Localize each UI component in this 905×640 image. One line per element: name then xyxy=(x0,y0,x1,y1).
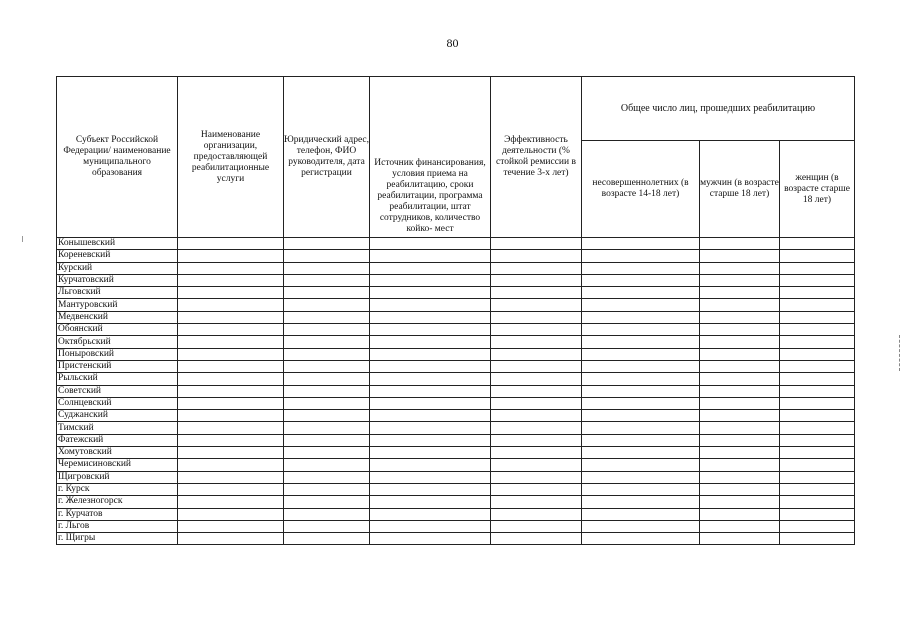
table-cell xyxy=(780,471,855,483)
table-cell xyxy=(700,287,780,299)
table-cell xyxy=(178,348,284,360)
table-cell xyxy=(700,533,780,545)
table-row xyxy=(57,471,855,483)
table-cell xyxy=(700,385,780,397)
table-cell xyxy=(700,299,780,311)
table-cell xyxy=(582,250,700,262)
table-cell xyxy=(582,348,700,360)
scan-mark-left xyxy=(22,236,23,242)
table-cell xyxy=(582,496,700,508)
table-cell xyxy=(178,483,284,495)
row-municipality-name: Фатежский xyxy=(57,434,178,446)
table-cell xyxy=(370,397,491,409)
header-org-name: Наименование организации, предоставляющей реабилитационные услуги xyxy=(178,77,284,238)
table-cell xyxy=(700,496,780,508)
table-cell xyxy=(284,262,370,274)
table-cell xyxy=(370,410,491,422)
table-cell xyxy=(780,299,855,311)
table-cell xyxy=(700,422,780,434)
rehab-table-container xyxy=(56,76,855,545)
table-cell xyxy=(370,348,491,360)
table-row xyxy=(57,360,855,372)
row-municipality-name: г. Железногорск xyxy=(57,496,178,508)
header-address: Юридический адрес, телефон, ФИО руководителя, дата регистрации xyxy=(284,77,370,238)
table-cell xyxy=(780,274,855,286)
table-row xyxy=(57,262,855,274)
table-row xyxy=(57,422,855,434)
table-row xyxy=(57,459,855,471)
table-cell xyxy=(700,274,780,286)
table-cell xyxy=(582,483,700,495)
row-municipality-name: Суджанский xyxy=(57,410,178,422)
table-cell xyxy=(780,385,855,397)
table-cell xyxy=(178,262,284,274)
table-cell xyxy=(284,508,370,520)
table-cell xyxy=(491,385,582,397)
table-cell xyxy=(491,274,582,286)
table-row xyxy=(57,311,855,323)
table-cell xyxy=(582,336,700,348)
row-municipality-name: Советский xyxy=(57,385,178,397)
table-cell xyxy=(780,520,855,532)
header-efficiency: Эффективность деятельности (% стойкой ремиссии в течение 3-х лет) xyxy=(491,77,582,238)
table-cell xyxy=(582,508,700,520)
table-cell xyxy=(780,287,855,299)
table-cell xyxy=(780,262,855,274)
table-cell xyxy=(178,311,284,323)
table-cell xyxy=(284,336,370,348)
table-row xyxy=(57,250,855,262)
row-municipality-name: Обоянский xyxy=(57,324,178,336)
table-cell xyxy=(700,238,780,250)
table-cell xyxy=(700,336,780,348)
table-row xyxy=(57,508,855,520)
table-cell xyxy=(582,520,700,532)
table-cell xyxy=(370,533,491,545)
header-women: женщин (в возрасте старше 18 лет) xyxy=(780,141,855,238)
table-cell xyxy=(780,373,855,385)
table-cell xyxy=(582,238,700,250)
table-cell xyxy=(582,397,700,409)
table-cell xyxy=(700,459,780,471)
table-cell xyxy=(700,434,780,446)
table-cell xyxy=(284,434,370,446)
table-cell xyxy=(780,508,855,520)
table-cell xyxy=(582,471,700,483)
table-cell xyxy=(284,324,370,336)
table-row xyxy=(57,274,855,286)
table-cell xyxy=(370,496,491,508)
row-municipality-name: Кореневский xyxy=(57,250,178,262)
table-cell xyxy=(284,287,370,299)
table-cell xyxy=(284,385,370,397)
table-cell xyxy=(780,496,855,508)
table-cell xyxy=(178,385,284,397)
table-cell xyxy=(370,422,491,434)
table-cell xyxy=(700,447,780,459)
table-row xyxy=(57,397,855,409)
table-row xyxy=(57,336,855,348)
table-cell xyxy=(780,360,855,372)
table-cell xyxy=(178,422,284,434)
table-row xyxy=(57,496,855,508)
page-number: 80 xyxy=(446,36,459,50)
table-cell xyxy=(284,471,370,483)
table-cell xyxy=(370,287,491,299)
table-cell xyxy=(370,238,491,250)
table-cell xyxy=(284,422,370,434)
table-cell xyxy=(284,360,370,372)
table-cell xyxy=(700,397,780,409)
table-cell xyxy=(582,434,700,446)
table-cell xyxy=(370,373,491,385)
table-cell xyxy=(178,508,284,520)
table-cell xyxy=(178,520,284,532)
table-cell xyxy=(700,348,780,360)
row-municipality-name: Октябрьский xyxy=(57,336,178,348)
table-cell xyxy=(491,447,582,459)
table-cell xyxy=(700,311,780,323)
table-cell xyxy=(491,287,582,299)
row-municipality-name: г. Щигры xyxy=(57,533,178,545)
header-source: Источник финансирования, условия приема на реабилитацию, сроки реабилитации, программа реабилитации, штат сотрудников, количество койко- мест xyxy=(370,77,491,238)
table-cell xyxy=(582,385,700,397)
table-cell xyxy=(284,311,370,323)
table-cell xyxy=(582,311,700,323)
table-cell xyxy=(700,410,780,422)
table-cell xyxy=(582,360,700,372)
table-cell xyxy=(491,299,582,311)
table-cell xyxy=(370,434,491,446)
table-cell xyxy=(284,496,370,508)
table-cell xyxy=(491,238,582,250)
table-cell xyxy=(284,520,370,532)
row-municipality-name: г. Курчатов xyxy=(57,508,178,520)
table-cell xyxy=(700,373,780,385)
header-men: мужчин (в возрасте старше 18 лет) xyxy=(700,141,780,238)
table-cell xyxy=(780,397,855,409)
table-cell xyxy=(780,434,855,446)
table-cell xyxy=(780,311,855,323)
row-municipality-name: Солнцевский xyxy=(57,397,178,409)
header-total-group: Общее число лиц, прошедших реабилитацию xyxy=(582,77,855,141)
table-cell xyxy=(178,434,284,446)
table-cell xyxy=(178,287,284,299)
scan-mark-right xyxy=(899,335,901,371)
table-cell xyxy=(700,324,780,336)
table-cell xyxy=(491,508,582,520)
table-cell xyxy=(178,496,284,508)
table-cell xyxy=(370,385,491,397)
table-cell xyxy=(700,483,780,495)
table-cell xyxy=(491,336,582,348)
table-row xyxy=(57,520,855,532)
table-cell xyxy=(178,238,284,250)
table-cell xyxy=(582,299,700,311)
table-cell xyxy=(780,336,855,348)
table-cell xyxy=(370,447,491,459)
table-cell xyxy=(178,360,284,372)
table-cell xyxy=(370,274,491,286)
table-cell xyxy=(284,410,370,422)
row-municipality-name: Щигровский xyxy=(57,471,178,483)
table-cell xyxy=(284,238,370,250)
table-cell xyxy=(370,520,491,532)
table-cell xyxy=(491,471,582,483)
table-cell xyxy=(491,397,582,409)
table-row xyxy=(57,447,855,459)
table-cell xyxy=(780,447,855,459)
table-cell xyxy=(178,299,284,311)
table-cell xyxy=(370,471,491,483)
table-cell xyxy=(582,373,700,385)
row-municipality-name: г. Льгов xyxy=(57,520,178,532)
table-cell xyxy=(582,274,700,286)
table-cell xyxy=(370,262,491,274)
table-cell xyxy=(491,483,582,495)
table-cell xyxy=(780,459,855,471)
row-municipality-name: Хомутовский xyxy=(57,447,178,459)
table-cell xyxy=(582,324,700,336)
table-cell xyxy=(370,483,491,495)
table-cell xyxy=(582,410,700,422)
row-municipality-name: Поныровский xyxy=(57,348,178,360)
table-row xyxy=(57,533,855,545)
table-cell xyxy=(491,262,582,274)
table-cell xyxy=(491,533,582,545)
table-cell xyxy=(780,324,855,336)
table-cell xyxy=(582,533,700,545)
table-cell xyxy=(284,459,370,471)
table-cell xyxy=(700,360,780,372)
table-cell xyxy=(700,508,780,520)
table-cell xyxy=(700,471,780,483)
table-row xyxy=(57,483,855,495)
rehab-table xyxy=(56,76,855,545)
row-municipality-name: Конышевский xyxy=(57,238,178,250)
table-cell xyxy=(178,336,284,348)
table-cell xyxy=(178,324,284,336)
table-cell xyxy=(370,299,491,311)
table-cell xyxy=(582,447,700,459)
table-cell xyxy=(178,447,284,459)
table-row xyxy=(57,299,855,311)
table-cell xyxy=(780,410,855,422)
table-cell xyxy=(370,336,491,348)
table-cell xyxy=(284,274,370,286)
table-row xyxy=(57,324,855,336)
table-cell xyxy=(491,373,582,385)
table-row xyxy=(57,373,855,385)
table-row xyxy=(57,287,855,299)
table-cell xyxy=(370,250,491,262)
table-cell xyxy=(582,262,700,274)
table-cell xyxy=(780,238,855,250)
table-cell xyxy=(582,422,700,434)
table-cell xyxy=(700,262,780,274)
table-cell xyxy=(178,397,284,409)
table-body xyxy=(57,238,855,545)
table-cell xyxy=(370,311,491,323)
table-row xyxy=(57,385,855,397)
table-cell xyxy=(491,311,582,323)
table-cell xyxy=(582,287,700,299)
table-cell xyxy=(700,520,780,532)
table-cell xyxy=(491,520,582,532)
table-cell xyxy=(284,447,370,459)
header-subject: Субъект Российской Федерации/ наименование муниципального образования xyxy=(57,77,178,238)
table-cell xyxy=(284,533,370,545)
table-cell xyxy=(370,360,491,372)
table-cell xyxy=(491,496,582,508)
table-cell xyxy=(780,422,855,434)
row-municipality-name: г. Курск xyxy=(57,483,178,495)
table-cell xyxy=(491,422,582,434)
table-cell xyxy=(700,250,780,262)
table-cell xyxy=(178,533,284,545)
table-cell xyxy=(491,324,582,336)
table-cell xyxy=(491,459,582,471)
row-municipality-name: Тимский xyxy=(57,422,178,434)
table-cell xyxy=(780,250,855,262)
row-municipality-name: Курский xyxy=(57,262,178,274)
table-row xyxy=(57,348,855,360)
table-cell xyxy=(780,483,855,495)
table-row xyxy=(57,434,855,446)
table-cell xyxy=(370,324,491,336)
table-cell xyxy=(178,250,284,262)
row-municipality-name: Пристенский xyxy=(57,360,178,372)
table-cell xyxy=(284,348,370,360)
table-cell xyxy=(284,373,370,385)
row-municipality-name: Черемисиновский xyxy=(57,459,178,471)
table-cell xyxy=(284,250,370,262)
table-cell xyxy=(284,299,370,311)
table-cell xyxy=(582,459,700,471)
table-cell xyxy=(491,348,582,360)
header-minors: несовершеннолетних (в возрасте 14-18 лет) xyxy=(582,141,700,238)
table-cell xyxy=(491,250,582,262)
table-row xyxy=(57,238,855,250)
row-municipality-name: Льговский xyxy=(57,287,178,299)
table-cell xyxy=(178,471,284,483)
table-cell xyxy=(780,348,855,360)
table-cell xyxy=(178,373,284,385)
table-cell xyxy=(491,360,582,372)
table-cell xyxy=(284,483,370,495)
table-cell xyxy=(370,508,491,520)
table-cell xyxy=(178,459,284,471)
table-cell xyxy=(178,274,284,286)
row-municipality-name: Мантуровский xyxy=(57,299,178,311)
table-row xyxy=(57,410,855,422)
table-cell xyxy=(491,410,582,422)
table-cell xyxy=(284,397,370,409)
row-municipality-name: Рыльский xyxy=(57,373,178,385)
row-municipality-name: Медвенский xyxy=(57,311,178,323)
table-cell xyxy=(370,459,491,471)
table-cell xyxy=(780,533,855,545)
table-cell xyxy=(491,434,582,446)
row-municipality-name: Курчатовский xyxy=(57,274,178,286)
table-cell xyxy=(178,410,284,422)
